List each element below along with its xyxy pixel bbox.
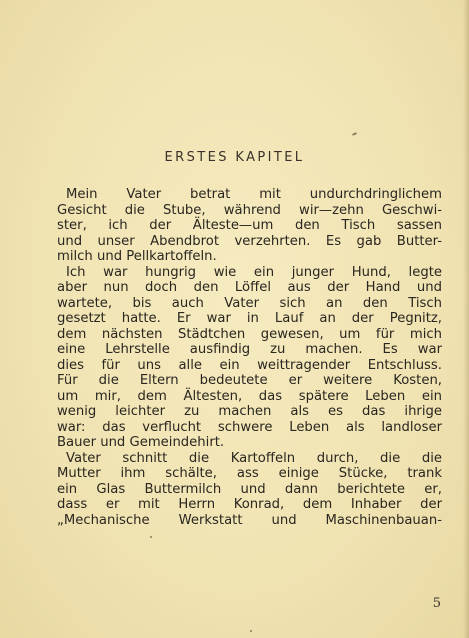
text-line: eine Lehrstelle ausfindig zu machen. Es war [57, 342, 442, 357]
text-line: ster, ich der Älteste—um den Tisch sassen [57, 218, 442, 233]
text-line: wartete, bis auch Vater sich an den Tisch [57, 295, 442, 311]
page-edge-shadow [463, 0, 469, 638]
text-line: dies für uns alle ein weittragender Entschluss. [57, 357, 442, 373]
paper-speck [250, 630, 252, 632]
text-line: milch und Pellkartoffeln. [57, 249, 217, 264]
text-line: „Mechanische Werkstatt und Maschinenbauan- [57, 512, 442, 528]
paper-speck [150, 536, 152, 538]
text-line: gesetzt hatte. Er war in Lauf an der Pegnitz, [57, 311, 442, 326]
paper-speck [352, 132, 357, 136]
text-line: ein Glas Buttermilch und dann berichtete er, [57, 481, 442, 497]
page-number: 5 [432, 596, 441, 611]
text-line: Mutter ihm schälte, ass einige Stücke, trank [57, 466, 442, 481]
text-line: und unser Abendbrot verzehrten. Es gab Butter- [57, 233, 442, 249]
text-line: Für die Eltern bedeutete er weitere Kosten, [57, 373, 442, 388]
text-line: dem nächsten Städtchen gewesen, um für mich [57, 326, 442, 342]
text-line: war: das verflucht schwere Leben als landloser [57, 419, 442, 435]
text-line: um mir, dem Ältesten, das spätere Leben ein [57, 388, 442, 404]
text-line: dass er mit Herrn Konrad, dem Inhaber der [57, 497, 442, 512]
text-line: wenig leichter zu machen als es das ihrige [57, 404, 442, 419]
body-text [57, 187, 442, 528]
text-line: aber nun doch den Löffel aus der Hand und [57, 280, 442, 295]
chapter-title: ERSTES KAPITEL [164, 150, 305, 165]
text-line: Bauer und Gemeindehirt. [57, 435, 225, 450]
text-line: Vater schnitt die Kartoffeln durch, die die [66, 450, 442, 466]
text-line: Gesicht die Stube, während wir—zehn Geschwi- [57, 202, 442, 218]
text-line: Ich war hungrig wie ein junger Hund, legte [66, 264, 442, 280]
text-line: Mein Vater betrat mit undurchdringlichem [66, 187, 442, 202]
